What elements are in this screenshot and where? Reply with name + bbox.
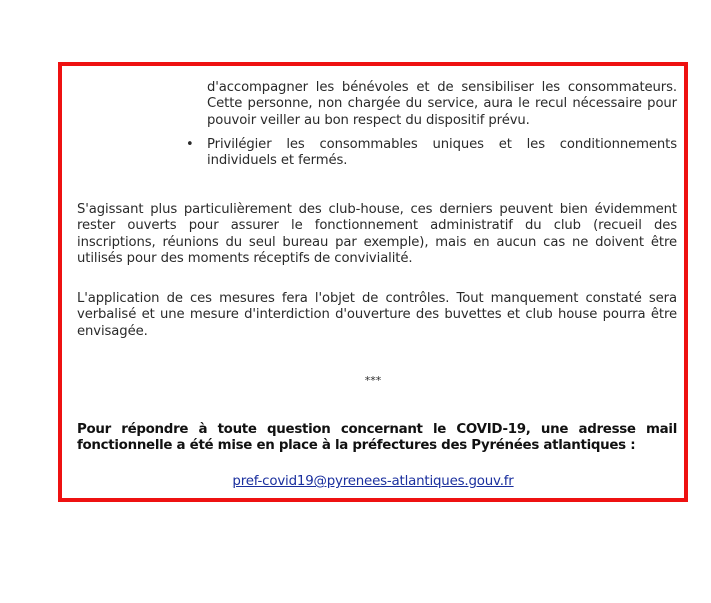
- bullet-item-text: Privilégier les consommables uniques et les conditionnements individuels et fermés.: [207, 137, 677, 169]
- email-link-container: [62, 470, 684, 490]
- continuation-paragraph: d'accompagner les bénévoles et de sensibiliser les consommateurs. Cette personne, non chargée du service, aura le recul nécessaire pour pouvoir veiller au bon respect du dispositif prévu.: [207, 80, 677, 128]
- covid-email-link[interactable]: pref-covid19@pyrenees-atlantiques.gouv.fr: [232, 474, 514, 489]
- contact-paragraph: Pour répondre à toute question concernant le COVID-19, une adresse mail fonctionnelle a été mise en place à la préfectures des Pyrénées atlantiques :: [77, 422, 677, 454]
- controls-paragraph: L'application de ces mesures fera l'objet de contrôles. Tout manquement constaté sera verbalisé et une mesure d'interdiction d'ouverture des buvettes et club house pourra être envisagée.: [77, 291, 677, 339]
- section-separator: ***: [364, 374, 382, 387]
- red-bordered-notice-box: [58, 62, 688, 502]
- clubhouse-paragraph: S'agissant plus particulièrement des club-house, ces derniers peuvent bien évidemment rester ouverts pour assurer le fonctionnement administratif du club (recueil des inscriptions, réunions du seul bureau par exemple), mais en aucun cas ne doivent être utilisés pour des moments réceptifs de convivialité.: [77, 202, 677, 267]
- bullet-dot-icon: •: [186, 137, 194, 152]
